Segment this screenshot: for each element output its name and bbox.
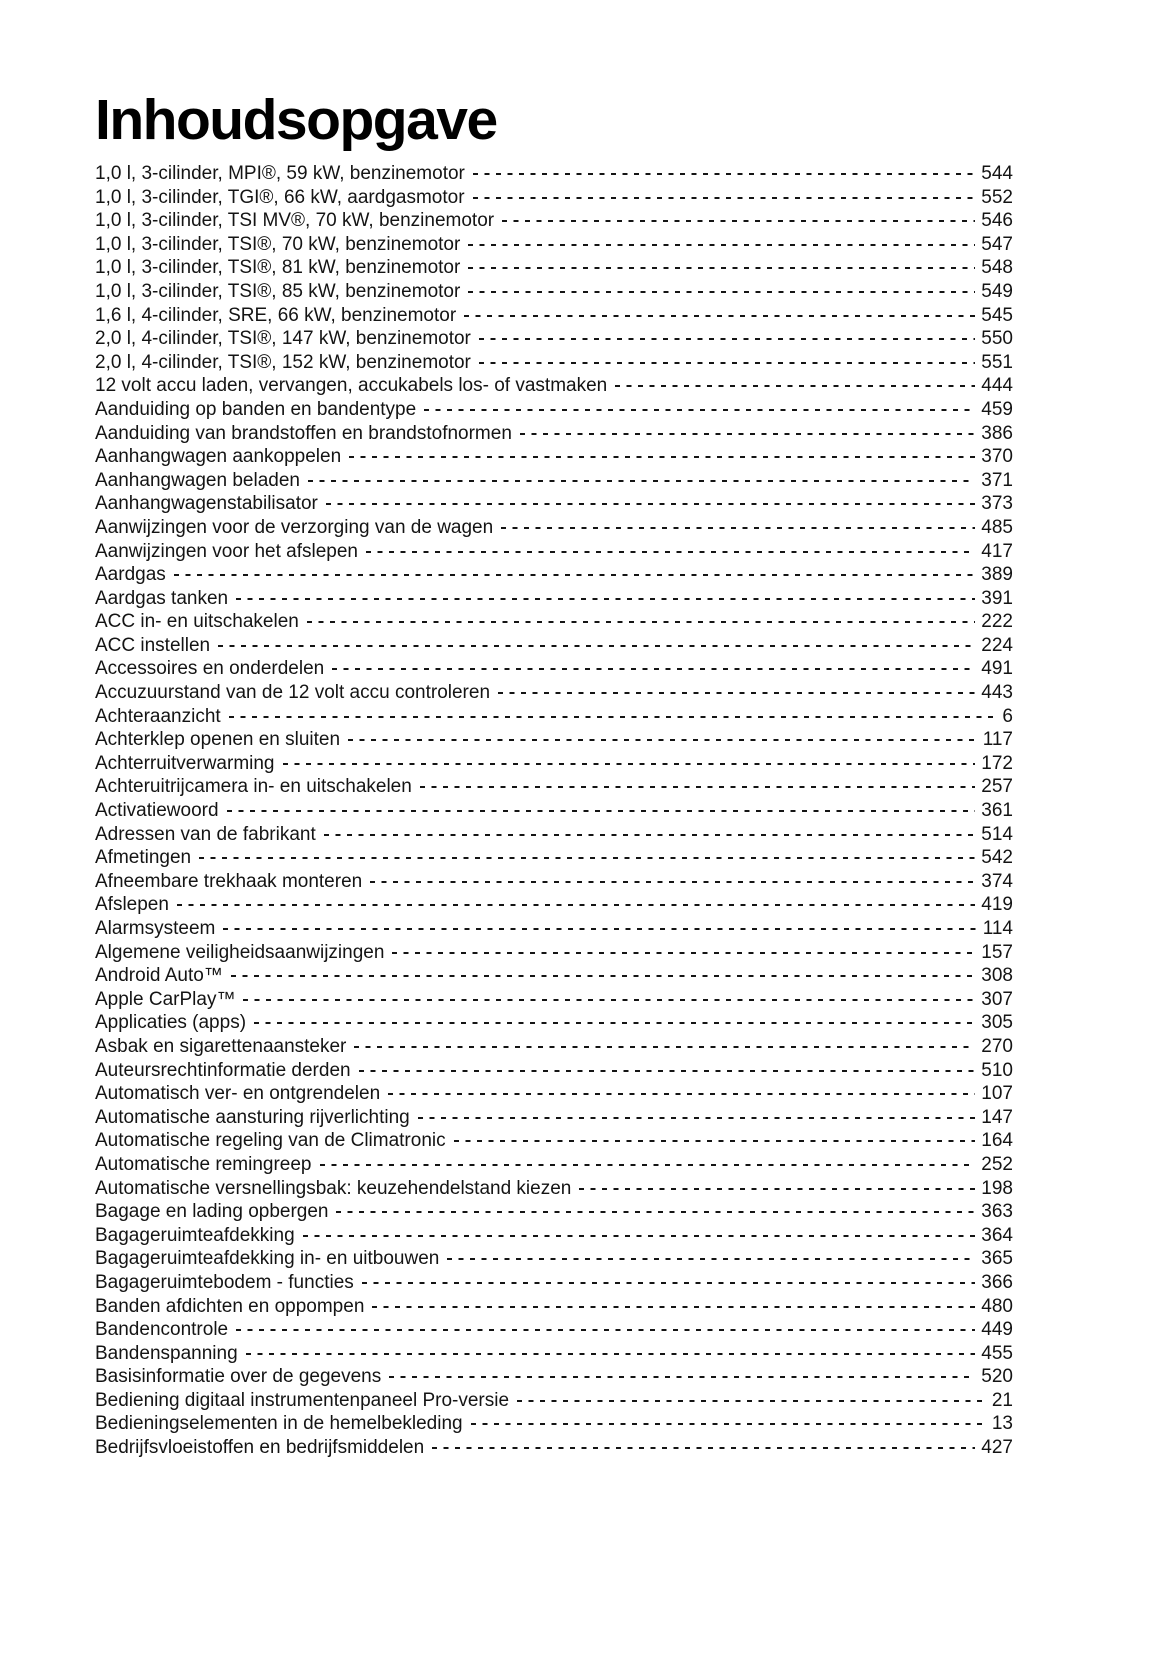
toc-entry-page: 307 <box>981 988 1013 1010</box>
toc-entry-page: 305 <box>981 1012 1013 1034</box>
toc-entry-label: Aanduiding op banden en bandentype <box>95 398 417 420</box>
toc-entry-page: 374 <box>981 870 1013 892</box>
dotted-leader <box>326 503 975 509</box>
toc-entry-page: 6 <box>1002 705 1013 727</box>
toc-entry-label: Aanhangwagenstabilisator <box>95 493 318 515</box>
toc-entry[interactable] <box>95 1129 1013 1153</box>
toc-entry-label: Achteraanzicht <box>95 705 221 727</box>
toc-entry[interactable] <box>95 634 1013 658</box>
page-title: Inhoudsopgave <box>95 88 497 152</box>
toc-entry[interactable] <box>95 398 1013 422</box>
toc-entry[interactable] <box>95 964 1013 988</box>
toc-entry-label: Aanhangwagen beladen <box>95 469 300 491</box>
dotted-leader <box>231 975 975 981</box>
toc-entry-page: 549 <box>981 280 1013 302</box>
toc-entry[interactable] <box>95 941 1013 965</box>
dotted-leader <box>454 1140 976 1146</box>
toc-entry-page: 114 <box>982 918 1013 939</box>
toc-entry-page: 389 <box>981 564 1013 586</box>
dotted-leader <box>392 952 975 958</box>
dotted-leader <box>471 1423 986 1429</box>
dotted-leader <box>464 315 975 321</box>
dotted-leader <box>420 786 975 792</box>
dotted-leader <box>372 1306 975 1312</box>
toc-entry[interactable] <box>95 422 1013 446</box>
toc-entry-label: Automatische versnellingsbak: keuzehendelstand kiezen <box>95 1177 572 1199</box>
toc-entry-page: 224 <box>981 634 1013 656</box>
toc-entry[interactable] <box>95 1271 1013 1295</box>
toc-entry[interactable] <box>95 752 1013 776</box>
toc-entry[interactable] <box>95 1365 1013 1389</box>
toc-entry[interactable] <box>95 186 1013 210</box>
toc-entry-page: 485 <box>981 516 1013 538</box>
toc-entry-label: Aanduiding van brandstoffen en brandstofnormen <box>95 422 512 444</box>
dotted-leader <box>229 716 997 722</box>
toc-entry[interactable] <box>95 823 1013 847</box>
toc-entry[interactable] <box>95 256 1013 280</box>
dotted-leader <box>307 621 975 627</box>
toc-entry-page: 117 <box>982 729 1013 751</box>
toc-entry-page: 361 <box>981 800 1013 822</box>
toc-entry-page: 164 <box>981 1130 1013 1152</box>
toc-entry[interactable] <box>95 870 1013 894</box>
dotted-leader <box>432 1447 975 1453</box>
toc-entry-label: 1,0 l, 3-cilinder, MPI®, 59 kW, benzinemotor <box>95 163 465 184</box>
toc-entry[interactable] <box>95 988 1013 1012</box>
toc-entry-label: 1,0 l, 3-cilinder, TSI®, 85 kW, benzinemotor <box>95 280 461 302</box>
toc-entry-page: 520 <box>981 1366 1013 1388</box>
toc-entry-page: 198 <box>981 1177 1013 1199</box>
dotted-leader <box>243 999 975 1005</box>
toc-entry[interactable] <box>95 799 1013 823</box>
toc-entry[interactable] <box>95 516 1013 540</box>
toc-entry-label: 1,6 l, 4-cilinder, SRE, 66 kW, benzinemotor <box>95 304 457 326</box>
dotted-leader <box>498 692 975 698</box>
toc-entry[interactable] <box>95 374 1013 398</box>
toc-entry-label: Accessoires en onderdelen <box>95 658 325 680</box>
toc-entry[interactable] <box>95 610 1013 634</box>
toc-entry[interactable] <box>95 681 1013 705</box>
dotted-leader <box>468 244 975 250</box>
dotted-leader <box>517 1400 986 1406</box>
toc-entry-label: Bedrijfsvloeistoffen en bedrijfsmiddelen <box>95 1437 425 1459</box>
dotted-leader <box>246 1353 976 1359</box>
dotted-leader <box>348 739 977 745</box>
toc-entry[interactable] <box>95 1318 1013 1342</box>
toc-entry-label: Bediening digitaal instrumentenpaneel Pro-versie <box>95 1389 510 1411</box>
toc-entry-label: ACC in- en uitschakelen <box>95 611 299 633</box>
toc-entry[interactable] <box>95 1247 1013 1271</box>
toc-entry-page: 157 <box>981 941 1013 963</box>
toc-entry-label: 1,0 l, 3-cilinder, TGI®, 66 kW, aardgasmotor <box>95 186 465 208</box>
dotted-leader <box>236 598 975 604</box>
toc-entry-label: 2,0 l, 4-cilinder, TSI®, 152 kW, benzinemotor <box>95 351 471 373</box>
dotted-leader <box>473 197 976 203</box>
toc-entry-label: Activatiewoord <box>95 800 219 822</box>
toc-entry-page: 252 <box>981 1153 1013 1175</box>
toc-entry-page: 510 <box>981 1059 1013 1081</box>
toc-entry-page: 373 <box>981 493 1013 515</box>
dotted-leader <box>308 480 975 486</box>
toc-entry[interactable] <box>95 162 1013 186</box>
dotted-leader <box>236 1329 975 1335</box>
toc-entry-page: 548 <box>981 257 1013 279</box>
toc-entry-label: Automatische regeling van de Climatronic <box>95 1130 446 1152</box>
toc-entry-label: Afmetingen <box>95 847 192 869</box>
dotted-leader <box>223 928 976 934</box>
dotted-leader <box>199 857 975 863</box>
toc-entry-label: 12 volt accu laden, vervangen, accukabels los- of vastmaken <box>95 375 608 397</box>
dotted-leader <box>418 1117 976 1123</box>
toc-entry-label: Automatische aansturing rijverlichting <box>95 1106 410 1128</box>
toc-entry-page: 172 <box>981 752 1013 774</box>
toc-entry[interactable] <box>95 1035 1013 1059</box>
toc-entry[interactable] <box>95 728 1013 752</box>
toc-entry-page: 514 <box>981 823 1013 845</box>
toc-entry[interactable] <box>95 1389 1013 1413</box>
toc-entry-page: 480 <box>981 1295 1013 1317</box>
dotted-leader <box>447 1258 975 1264</box>
toc-entry-label: 1,0 l, 3-cilinder, TSI®, 70 kW, benzinemotor <box>95 233 461 255</box>
toc-list <box>95 162 1013 1460</box>
toc-entry-label: Alarmsysteem <box>95 918 216 939</box>
dotted-leader <box>501 527 975 533</box>
toc-entry-page: 552 <box>981 186 1013 208</box>
toc-entry-label: Apple CarPlay™ <box>95 988 236 1010</box>
toc-entry[interactable] <box>95 657 1013 681</box>
dotted-leader <box>424 409 975 415</box>
toc-entry-page: 21 <box>991 1389 1013 1411</box>
toc-entry-page: 449 <box>981 1319 1013 1341</box>
toc-entry-page: 386 <box>981 422 1013 444</box>
toc-entry-label: Achteruitrijcamera in- en uitschakelen <box>95 776 412 798</box>
toc-entry-page: 107 <box>981 1083 1013 1105</box>
toc-entry-page: 366 <box>981 1271 1013 1293</box>
toc-entry[interactable] <box>95 563 1013 587</box>
toc-entry[interactable] <box>95 1177 1013 1201</box>
toc-entry[interactable] <box>95 1342 1013 1366</box>
toc-entry-page: 455 <box>981 1342 1013 1364</box>
toc-entry-page: 370 <box>981 446 1013 468</box>
toc-entry-page: 544 <box>981 163 1013 184</box>
toc-entry[interactable] <box>95 492 1013 516</box>
dotted-leader <box>359 1070 976 1076</box>
toc-entry-page: 417 <box>981 540 1013 562</box>
toc-entry-page: 419 <box>981 894 1013 916</box>
toc-entry-label: Accuzuurstand van de 12 volt accu controleren <box>95 682 491 704</box>
toc-entry[interactable] <box>95 775 1013 799</box>
toc-entry[interactable] <box>95 351 1013 375</box>
toc-entry[interactable] <box>95 1295 1013 1319</box>
toc-entry-label: Aardgas <box>95 564 166 586</box>
toc-entry-page: 459 <box>981 398 1013 420</box>
toc-entry-label: Automatische remingreep <box>95 1153 312 1175</box>
toc-entry-label: Aanwijzingen voor het afslepen <box>95 540 359 562</box>
dotted-leader <box>283 763 976 769</box>
dotted-leader <box>479 362 975 368</box>
dotted-leader <box>332 668 975 674</box>
toc-entry-label: Android Auto™ <box>95 965 223 987</box>
dotted-leader <box>218 645 975 651</box>
toc-entry[interactable] <box>95 280 1013 304</box>
toc-entry[interactable] <box>95 1106 1013 1130</box>
dotted-leader <box>473 173 975 179</box>
toc-entry-label: Automatisch ver- en ontgrendelen <box>95 1083 381 1105</box>
toc-entry-page: 365 <box>981 1248 1013 1270</box>
toc-entry-page: 443 <box>981 682 1013 704</box>
toc-entry[interactable] <box>95 1011 1013 1035</box>
toc-entry[interactable] <box>95 1200 1013 1224</box>
dotted-leader <box>370 881 975 887</box>
toc-entry-page: 363 <box>981 1201 1013 1223</box>
toc-entry[interactable] <box>95 1082 1013 1106</box>
toc-entry-page: 542 <box>981 847 1013 869</box>
toc-entry-page: 547 <box>981 233 1013 255</box>
toc-entry-page: 551 <box>981 351 1013 373</box>
dotted-leader <box>320 1164 976 1170</box>
toc-entry-label: Aardgas tanken <box>95 587 229 609</box>
toc-entry-page: 308 <box>981 965 1013 987</box>
toc-entry[interactable] <box>95 1153 1013 1177</box>
toc-entry-label: Banden afdichten en oppompen <box>95 1295 365 1317</box>
toc-entry[interactable] <box>95 327 1013 351</box>
toc-entry-label: Asbak en sigarettenaansteker <box>95 1035 347 1057</box>
dotted-leader <box>520 433 975 439</box>
toc-entry-page: 491 <box>981 658 1013 680</box>
toc-entry[interactable] <box>95 1436 1013 1460</box>
toc-entry[interactable] <box>95 1224 1013 1248</box>
toc-entry-label: Achterruitverwarming <box>95 752 275 774</box>
toc-entry-page: 13 <box>991 1413 1013 1435</box>
dotted-leader <box>366 551 975 557</box>
toc-entry[interactable] <box>95 1412 1013 1436</box>
toc-entry-page: 546 <box>981 210 1013 232</box>
toc-entry-label: Aanhangwagen aankoppelen <box>95 446 342 468</box>
toc-entry[interactable] <box>95 893 1013 917</box>
dotted-leader <box>468 291 975 297</box>
toc-entry[interactable] <box>95 705 1013 729</box>
dotted-leader <box>388 1093 975 1099</box>
toc-entry[interactable] <box>95 209 1013 233</box>
toc-entry-label: Bagageruimteafdekking <box>95 1224 295 1246</box>
toc-entry-label: Bagageruimtebodem - functies <box>95 1271 354 1293</box>
dotted-leader <box>254 1022 975 1028</box>
toc-entry-page: 444 <box>981 375 1013 397</box>
toc-entry[interactable] <box>95 587 1013 611</box>
dotted-leader <box>479 338 975 344</box>
toc-entry-page: 545 <box>981 304 1013 326</box>
toc-entry-label: Applicaties (apps) <box>95 1012 247 1034</box>
toc-entry-page: 391 <box>981 587 1013 609</box>
toc-entry-label: Bandenspanning <box>95 1342 238 1364</box>
toc-entry[interactable] <box>95 233 1013 257</box>
toc-entry-label: Afslepen <box>95 894 169 916</box>
toc-entry-page: 371 <box>981 469 1013 491</box>
toc-entry-page: 364 <box>981 1224 1013 1246</box>
toc-entry[interactable] <box>95 1059 1013 1083</box>
dotted-leader <box>389 1376 975 1382</box>
toc-entry[interactable] <box>95 540 1013 564</box>
toc-entry-page: 270 <box>981 1035 1013 1057</box>
toc-entry-label: 2,0 l, 4-cilinder, TSI®, 147 kW, benzinemotor <box>95 328 471 350</box>
toc-entry[interactable] <box>95 917 1013 941</box>
toc-entry[interactable] <box>95 846 1013 870</box>
toc-entry-label: Algemene veiligheidsaanwijzingen <box>95 941 385 963</box>
dotted-leader <box>354 1046 975 1052</box>
toc-entry-label: 1,0 l, 3-cilinder, TSI MV®, 70 kW, benzinemotor <box>95 210 495 232</box>
dotted-leader <box>303 1235 976 1241</box>
toc-entry-label: Bandencontrole <box>95 1319 229 1341</box>
dotted-leader <box>468 267 975 273</box>
dotted-leader <box>362 1282 976 1288</box>
toc-entry-label: Aanwijzingen voor de verzorging van de wagen <box>95 516 494 538</box>
toc-entry-label: ACC instellen <box>95 634 211 656</box>
toc-entry[interactable] <box>95 304 1013 328</box>
toc-entry-label: Bedieningselementen in de hemelbekleding <box>95 1413 463 1435</box>
toc-entry-label: Achterklep openen en sluiten <box>95 729 341 751</box>
toc-entry-label: Bagage en lading opbergen <box>95 1201 329 1223</box>
toc-entry-label: Bagageruimteafdekking in- en uitbouwen <box>95 1248 440 1270</box>
dotted-leader <box>177 904 975 910</box>
toc-entry-page: 257 <box>981 776 1013 798</box>
dotted-leader <box>502 220 975 226</box>
dotted-leader <box>615 385 975 391</box>
toc-entry-label: Auteursrechtinformatie derden <box>95 1059 351 1081</box>
dotted-leader <box>324 834 976 840</box>
dotted-leader <box>349 456 975 462</box>
toc-entry-page: 222 <box>981 611 1013 633</box>
toc-entry-label: Afneembare trekhaak monteren <box>95 870 363 892</box>
dotted-leader <box>336 1211 975 1217</box>
dotted-leader <box>227 810 976 816</box>
toc-entry-page: 427 <box>981 1437 1013 1459</box>
toc-entry-page: 147 <box>981 1106 1013 1128</box>
toc-entry-label: Adressen van de fabrikant <box>95 823 316 845</box>
dotted-leader <box>174 574 976 580</box>
toc-entry[interactable] <box>95 469 1013 493</box>
toc-entry[interactable] <box>95 445 1013 469</box>
dotted-leader <box>579 1188 975 1194</box>
toc-entry-label: Basisinformatie over de gegevens <box>95 1366 382 1388</box>
toc-entry-label: 1,0 l, 3-cilinder, TSI®, 81 kW, benzinemotor <box>95 257 461 279</box>
toc-entry-page: 550 <box>981 328 1013 350</box>
